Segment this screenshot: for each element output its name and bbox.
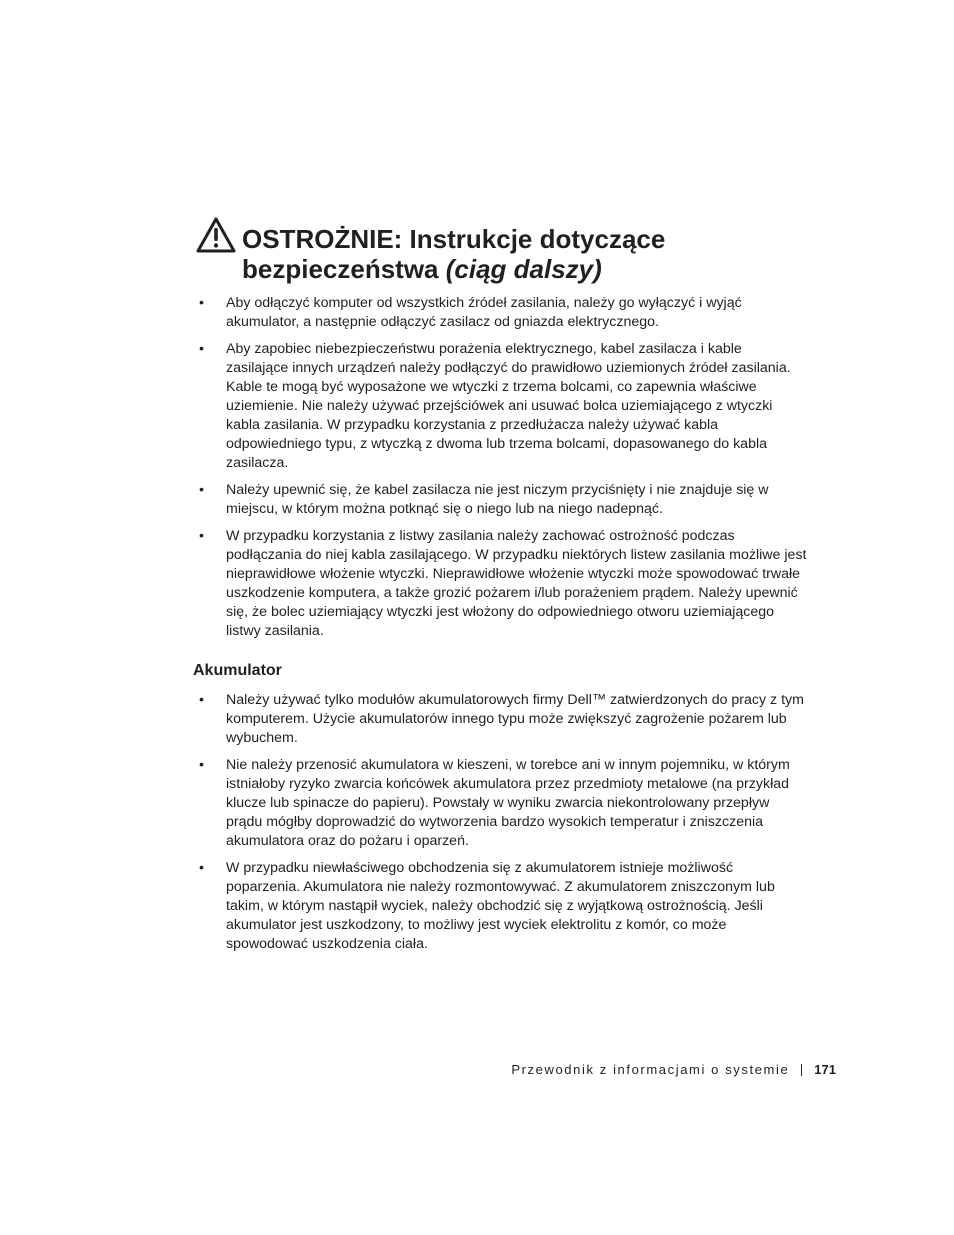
list-item-text: Aby zapobiec niebezpieczeństwu porażenia elektrycznego, kabel zasilacza i kable zasilające innych urządzeń należy podłączyć do prawidłowo uziemionych źródeł zasilania. Kable te mogą być wyposażone we wtyczki z trzema bolcami, co zapewnia właściwe uziemienie. Nie należy używać przejściówek ani usuwać bolca uziemiającego z wtyczki kabla zasilania. W przypadku korzystania z przedłużacza należy używać kabla odpowiedniego typu, z wtyczką z dwoma lub trzema bolcami, dopasowanego do kabla zasilacza.: [226, 341, 791, 471]
battery-subheading: Akumulator: [193, 662, 282, 679]
list-item: [197, 756, 807, 851]
list-item-text: Aby odłączyć komputer od wszystkich źródeł zasilania, należy go wyłączyć i wyjąć akumulator, a następnie odłączyć zasilacz od gniazda elektrycznego.: [226, 295, 742, 330]
safety-bullet-list: [197, 294, 807, 649]
list-item-text: W przypadku niewłaściwego obchodzenia się z akumulatorem istnieje możliwość poparzenia. Akumulatora nie należy rozmontowywać. Z akumulatorem zniszczonym lub takim, w którym nastąpił wyciek, należy obchodzić się z wyjątkową ostrożnością. Jeśli akumulator jest uszkodzony, to możliwy jest wyciek elektrolitu z komór, co może spowodować uszkodzenia ciała.: [226, 860, 775, 952]
page-number: 171: [814, 1062, 836, 1077]
list-item: [197, 859, 807, 954]
bullet-icon: •: [199, 528, 204, 544]
list-item: [197, 527, 807, 641]
battery-bullet-list: [197, 691, 807, 962]
list-item-text: Należy używać tylko modułów akumulatorowych firmy Dell™ zatwierdzonych do pracy z tym komputerem. Użycie akumulatorów innego typu może zwiększyć zagrożenie pożarem lub wybuchem.: [226, 692, 804, 746]
bullet-icon: •: [199, 860, 204, 876]
guide-name: Przewodnik z informacjami o systemie: [511, 1062, 790, 1077]
list-item: [197, 294, 807, 332]
list-item-text: Należy upewnić się, że kabel zasilacza nie jest niczym przyciśnięty i nie znajduje się w miejscu, w którym można potknąć się o niego lub na niego nadepnąć.: [226, 482, 769, 517]
bullet-icon: •: [199, 692, 204, 708]
bullet-icon: •: [199, 341, 204, 357]
bullet-icon: •: [199, 757, 204, 773]
heading-continued: (ciąg dalszy): [445, 254, 602, 284]
list-item: [197, 340, 807, 473]
bullet-icon: •: [199, 295, 204, 311]
list-item: [197, 691, 807, 748]
warning-triangle-icon: [195, 216, 237, 254]
footer-divider: [801, 1064, 802, 1076]
section-heading: [242, 224, 862, 284]
list-item-text: Nie należy przenosić akumulatora w kieszeni, w torebce ani w innym pojemniku, w którym istniałoby ryzyko zwarcia końcówek akumulatora przez przedmioty metalowe (na przykład klucze lub spinacze do papieru). Powstały w wyniku zwarcia niekontrolowany przepływ prądu mógłby doprowadzić do wytworzenia bardzo wysokich temperatur i zniszczenia akumulatora oraz do pożaru i oparzeń.: [226, 757, 790, 849]
list-item-text: W przypadku korzystania z listwy zasilania należy zachować ostrożność podczas podłączania do niej kabla zasilającego. W przypadku niektórych listew zasilania możliwe jest nieprawidłowe włożenie wtyczki. Nieprawidłowe włożenie wtyczki może spowodować trwałe uszkodzenie komputera, a także grozić pożarem i/lub porażeniem prądem. Należy upewnić się, że bolec uziemiający wtyczki jest włożony do odpowiedniego otworu uziemiającego listwy zasilania.: [226, 528, 807, 639]
page-footer: [400, 1061, 836, 1079]
bullet-icon: •: [199, 482, 204, 498]
heading-title: OSTROŻNIE: Instrukcje dotyczące bezpieczeństwa: [242, 224, 666, 284]
list-item: [197, 481, 807, 519]
